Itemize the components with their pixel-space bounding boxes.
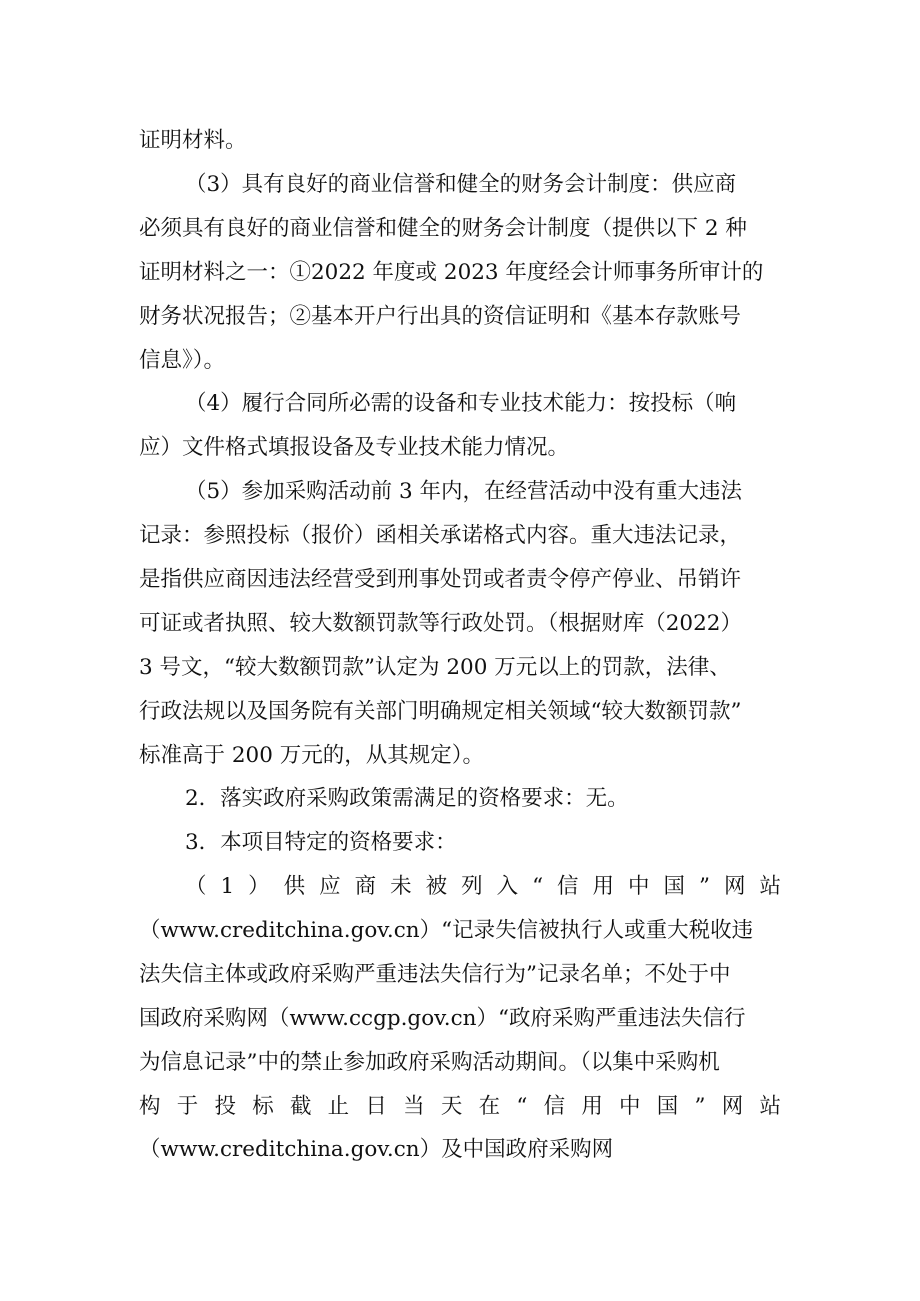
text-line: （1）供应商未被列入“信用中国”网站	[185, 874, 781, 899]
text-line: 证明材料之一：①2022 年度或 2023 年度经会计师事务所审计的	[139, 260, 764, 285]
text-line: 应）文件格式填报设备及专业技术能力情况。	[139, 435, 570, 460]
text-line: （4）履行合同所必需的设备和专业技术能力：按投标（响	[185, 391, 737, 416]
text-line: 证明材料。	[139, 128, 247, 153]
text-line: （www.creditchina.gov.cn）及中国政府采购网	[139, 1137, 614, 1162]
text-line: 财务状况报告；②基本开户行出具的资信证明和《基本存款账号	[139, 304, 742, 329]
text-line: 可证或者执照、较大数额罚款等行政处罚。（根据财库（2022）	[139, 611, 742, 636]
text-line: 标准高于 200 万元的，从其规定）。	[139, 743, 484, 768]
text-line: （5）参加采购活动前 3 年内，在经营活动中没有重大违法	[185, 479, 743, 504]
text-line: 信息》）。	[139, 348, 226, 373]
text-line: 是指供应商因违法经营受到刑事处罚或者责令停产停业、吊销许	[139, 567, 742, 592]
text-line: 行政法规以及国务院有关部门明确规定相关领域“较大数额罚款”	[139, 699, 742, 724]
text-line: （www.creditchina.gov.cn）“记录失信被执行人或重大税收违	[139, 918, 754, 943]
text-line: 构于投标截止日当天在“信用中国”网站	[139, 1094, 781, 1119]
text-line: 记录：参照投标（报价）函相关承诺格式内容。重大违法记录，	[139, 523, 742, 548]
text-line: 3 号文，“较大数额罚款”认定为 200 万元以上的罚款，法律、	[139, 655, 731, 680]
text-line: 法失信主体或政府采购严重违法失信行为”记录名单；不处于中	[139, 962, 731, 987]
text-line: 为信息记录”中的禁止参加政府采购活动期间。（以集中采购机	[139, 1050, 720, 1075]
text-line: 必须具有良好的商业信誉和健全的财务会计制度（提供以下 2 种	[139, 216, 747, 241]
text-line: 3．本项目特定的资格要求：	[185, 830, 457, 855]
text-line: （3）具有良好的商业信誉和健全的财务会计制度：供应商	[185, 172, 737, 197]
text-line: 2．落实政府采购政策需满足的资格要求：无。	[185, 786, 629, 811]
text-line: 国政府采购网（www.ccgp.gov.cn）“政府采购严重违法失信行	[139, 1006, 746, 1031]
